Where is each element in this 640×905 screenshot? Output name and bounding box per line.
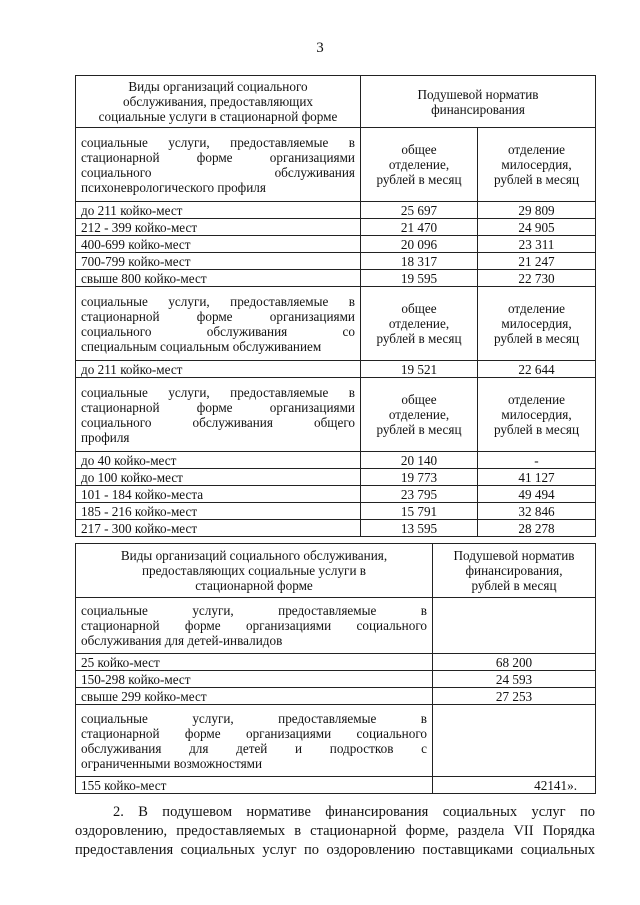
header-norm: Подушевой норматив финансирования <box>361 76 596 128</box>
table-row <box>76 452 596 469</box>
row-label: 217 - 300 койко-мест <box>76 520 361 537</box>
funding-table-1 <box>75 75 596 537</box>
group-title-line: обслуживания для детей-инвалидов <box>81 633 283 648</box>
row-label: свыше 299 койко-мест <box>76 688 433 705</box>
funding-table-2 <box>75 543 596 794</box>
table-row <box>76 777 596 794</box>
row-label: 185 - 216 койко-мест <box>76 503 361 520</box>
value-general: 13 595 <box>361 520 478 537</box>
value-mercy: 49 494 <box>478 486 596 503</box>
subheader-mercy: отделение милосердия, рублей в месяц <box>478 128 596 202</box>
group-title-line: социального обслуживания со <box>81 323 355 339</box>
group-title-line: психоневрологического профиля <box>81 179 266 195</box>
row-label: до 211 койко-мест <box>76 202 361 219</box>
value-mercy: 21 247 <box>478 253 596 270</box>
table-row <box>76 270 596 287</box>
table-row <box>76 219 596 236</box>
value-general: 20 096 <box>361 236 478 253</box>
row-label: 400-699 койко-мест <box>76 236 361 253</box>
value-norm: 68 200 <box>433 654 596 671</box>
table-row <box>76 202 596 219</box>
empty-cell <box>433 598 596 654</box>
row-label: до 211 койко-мест <box>76 361 361 378</box>
value-mercy: 29 809 <box>478 202 596 219</box>
value-norm: 42141». <box>433 777 596 794</box>
group-title <box>76 705 433 777</box>
value-general: 21 470 <box>361 219 478 236</box>
group-title <box>76 128 361 202</box>
value-mercy: 22 644 <box>478 361 596 378</box>
group-title-line: стационарной форме организациями социального <box>81 725 427 741</box>
table-row <box>76 253 596 270</box>
value-mercy: 32 846 <box>478 503 596 520</box>
row-label: 155 койко-мест <box>76 777 433 794</box>
value-general: 20 140 <box>361 452 478 469</box>
group-title-line: социальные услуги, предоставляемые в <box>81 384 355 400</box>
group-header-row <box>76 705 596 777</box>
group-title-line: специальным социальным обслуживанием <box>81 338 322 354</box>
subheader-mercy: отделение милосердия, рублей в месяц <box>478 287 596 361</box>
group-title <box>76 598 433 654</box>
group-title-line: стационарной форме организациями <box>81 149 355 165</box>
value-mercy: 41 127 <box>478 469 596 486</box>
group-title-line: стационарной форме организациями социального <box>81 618 427 633</box>
group-title-line: социальные услуги, предоставляемые в <box>81 603 427 618</box>
subheader-mercy: отделение милосердия, рублей в месяц <box>478 378 596 452</box>
paragraph-line: 2. В подушевом нормативе финансирования социальных услуг по <box>113 804 595 820</box>
row-label: 25 койко-мест <box>76 654 433 671</box>
subheader-general: общее отделение, рублей в месяц <box>361 287 478 361</box>
group-header-row <box>76 378 596 452</box>
value-norm: 24 593 <box>433 671 596 688</box>
group-title-line: социального обслуживания общего <box>81 414 355 430</box>
table-row <box>76 688 596 705</box>
table-row <box>76 520 596 537</box>
value-general: 19 773 <box>361 469 478 486</box>
group-title <box>76 287 361 361</box>
value-mercy: 23 311 <box>478 236 596 253</box>
empty-cell <box>433 705 596 777</box>
table-row <box>76 503 596 520</box>
group-title-line: социальные услуги, предоставляемые в <box>81 134 355 150</box>
header-org-type: Виды организаций социального обслуживания, предоставляющих социальные услуги в стационарной форме <box>76 544 433 598</box>
group-title-line: ограниченными возможностями <box>81 755 263 771</box>
value-mercy: 24 905 <box>478 219 596 236</box>
group-title-line: социального обслуживания <box>81 164 355 180</box>
paragraph-line: оздоровлению, предоставляемых в стационарной форме, раздела VII Порядка <box>75 823 595 839</box>
header-row <box>76 76 596 128</box>
value-mercy: 28 278 <box>478 520 596 537</box>
row-label: до 40 койко-мест <box>76 452 361 469</box>
group-header-row <box>76 598 596 654</box>
subheader-general: общее отделение, рублей в месяц <box>361 378 478 452</box>
value-general: 15 791 <box>361 503 478 520</box>
group-title-line: стационарной форме организациями <box>81 308 355 324</box>
page-number: 3 <box>316 40 324 56</box>
row-label: 212 - 399 койко-мест <box>76 219 361 236</box>
row-label: свыше 800 койко-мест <box>76 270 361 287</box>
group-header-row <box>76 128 596 202</box>
row-label: 150-298 койко-мест <box>76 671 433 688</box>
table-row <box>76 469 596 486</box>
group-title <box>76 378 361 452</box>
paragraph-line: предоставления социальных услуг по оздоровлению поставщиками социальных <box>75 842 595 858</box>
table-row <box>76 236 596 253</box>
value-norm: 27 253 <box>433 688 596 705</box>
value-general: 19 521 <box>361 361 478 378</box>
group-title-line: социальные услуги, предоставляемые в <box>81 293 355 309</box>
table-row <box>76 361 596 378</box>
table-row <box>76 654 596 671</box>
subheader-general: общее отделение, рублей в месяц <box>361 128 478 202</box>
value-general: 19 595 <box>361 270 478 287</box>
row-label: 700-799 койко-мест <box>76 253 361 270</box>
group-header-row <box>76 287 596 361</box>
value-general: 23 795 <box>361 486 478 503</box>
group-title-line: профиля <box>81 429 130 445</box>
value-general: 18 317 <box>361 253 478 270</box>
row-label: 101 - 184 койко-места <box>76 486 361 503</box>
value-general: 25 697 <box>361 202 478 219</box>
value-mercy: 22 730 <box>478 270 596 287</box>
row-label: до 100 койко-мест <box>76 469 361 486</box>
header-org-type: Виды организаций социального обслуживания, предоставляющих социальные услуги в стационарной форме <box>76 76 361 128</box>
value-mercy: - <box>478 452 596 469</box>
group-title-line: стационарной форме организациями <box>81 399 355 415</box>
paragraph-2 <box>75 803 595 860</box>
header-norm: Подушевой норматив финансирования, рублей в месяц <box>433 544 596 598</box>
group-title-line: социальные услуги, предоставляемые в <box>81 710 427 726</box>
header-row <box>76 544 596 598</box>
table-row <box>76 486 596 503</box>
group-title-line: обслуживания для детей и подростков с <box>81 740 427 756</box>
table-row <box>76 671 596 688</box>
